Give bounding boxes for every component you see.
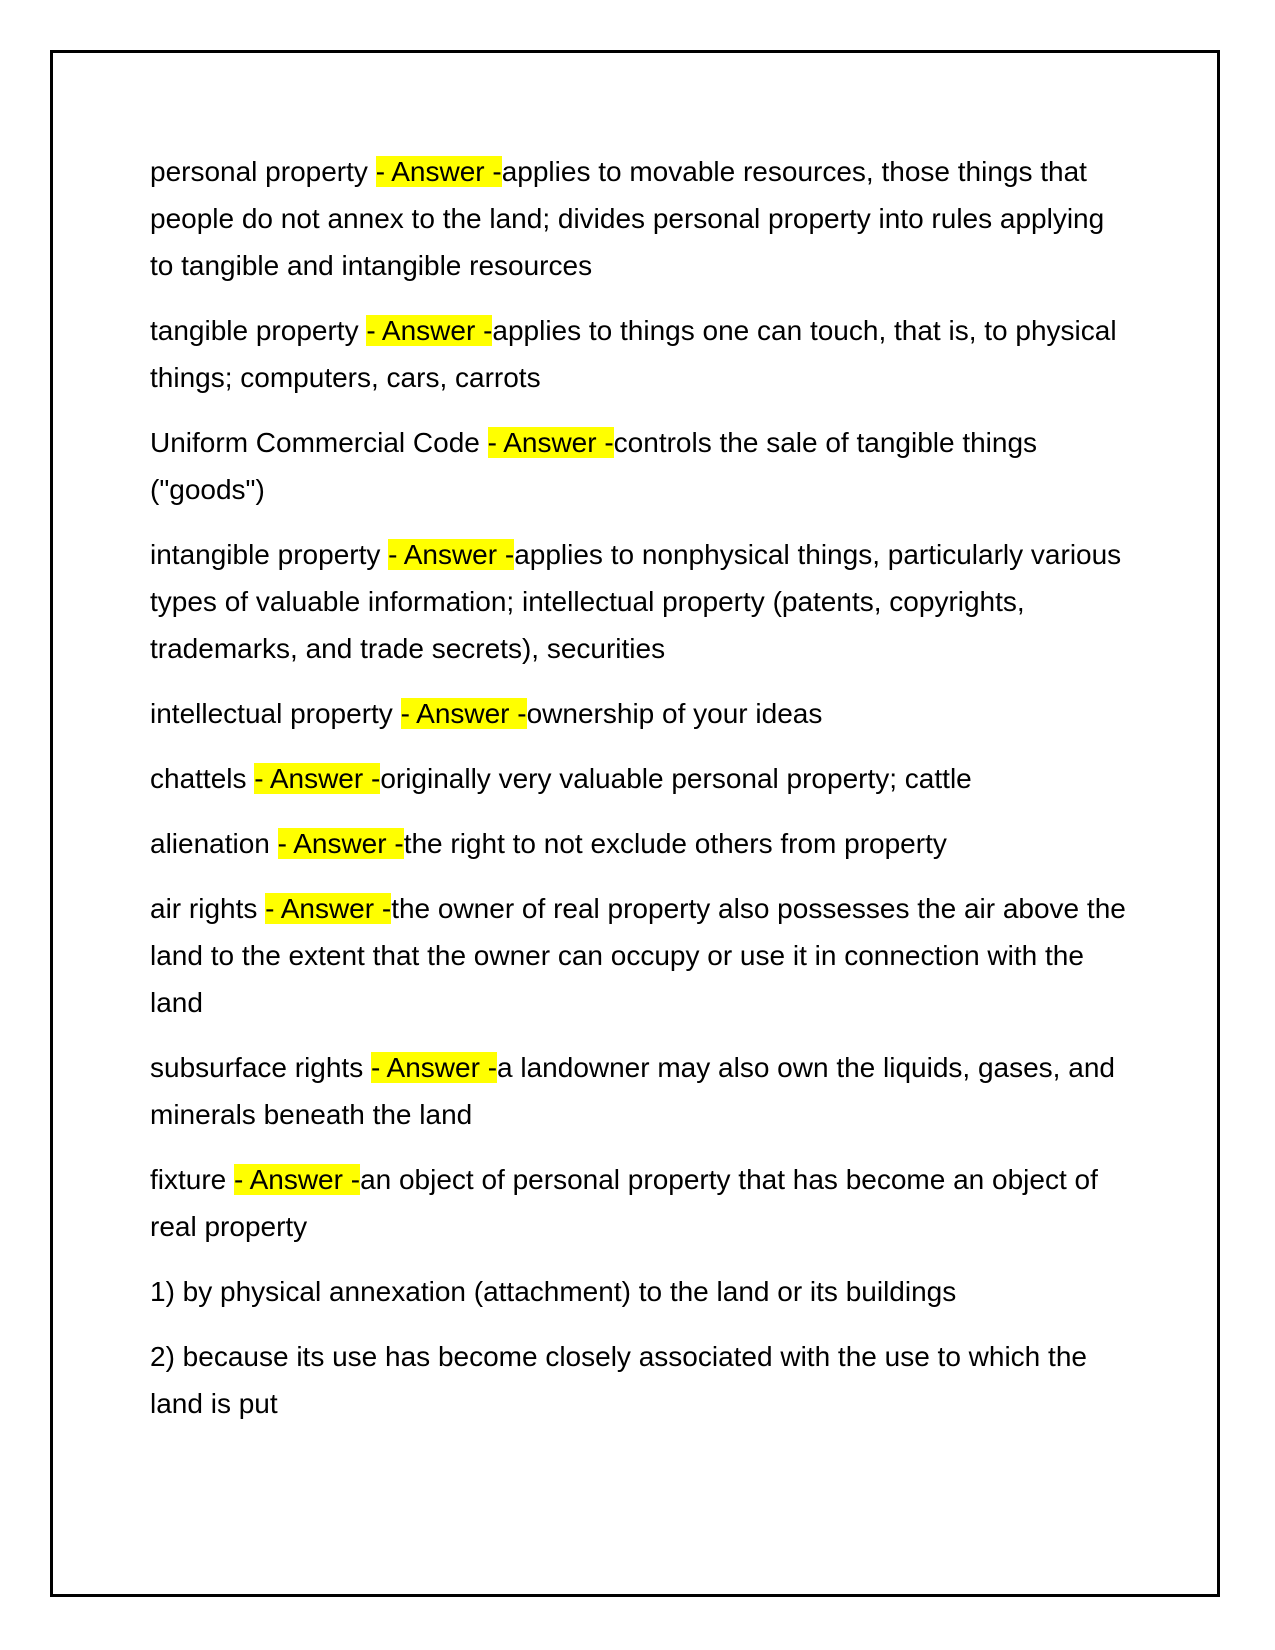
entry-term: air rights [150, 893, 266, 924]
entry-term: tangible property [150, 315, 367, 346]
answer-highlight: - Answer - [388, 539, 515, 570]
entry-term: chattels [150, 763, 255, 794]
entry-definition: applies to nonphysical things, particularly various types of valuable information; intellectual property (patents, copyrights, trademarks, and trade secrets), securities [150, 539, 1122, 664]
answer-highlight: - Answer - [254, 763, 381, 794]
entry-term: personal property [150, 156, 376, 187]
entry-intangible-property [150, 531, 1130, 672]
answer-highlight: - Answer - [375, 156, 502, 187]
entry-alienation [150, 820, 1130, 867]
entry-uniform-commercial-code [150, 419, 1130, 513]
note-physical-annexation: 1) by physical annexation (attachment) to the land or its buildings [150, 1276, 957, 1307]
entry-intellectual-property [150, 690, 1130, 737]
entry-definition: applies to movable resources, those things that people do not annex to the land; divides personal property into rules applying to tangible and intangible resources [150, 156, 1105, 281]
entry-definition: the owner of real property also possesses the air above the land to the extent that the owner can occupy or use it in connection with the land [150, 893, 1126, 1018]
entry-term: intangible property [150, 539, 389, 570]
note-use-association: 2) because its use has become closely associated with the use to which the land is put [150, 1341, 1087, 1419]
entry-definition: a landowner may also own the liquids, gases, and minerals beneath the land [150, 1052, 1115, 1130]
entry-definition: the right to not exclude others from property [403, 828, 947, 859]
entry-fixture [150, 1156, 1130, 1250]
entry-personal-property [150, 148, 1130, 289]
answer-highlight: - Answer - [371, 1052, 498, 1083]
answer-highlight: - Answer - [487, 427, 614, 458]
entry-definition: controls the sale of tangible things ("goods") [150, 427, 1038, 505]
entry-chattels [150, 755, 1130, 802]
document-body [150, 148, 1130, 1445]
entry-term: fixture [150, 1164, 235, 1195]
answer-highlight: - Answer - [234, 1164, 361, 1195]
answer-highlight: - Answer - [366, 315, 493, 346]
entry-term: intellectual property [150, 698, 401, 729]
entry-tangible-property [150, 307, 1130, 401]
entry-definition: ownership of your ideas [526, 698, 823, 729]
answer-highlight: - Answer - [265, 893, 392, 924]
entry-definition: applies to things one can touch, that is, to physical things; computers, cars, carrots [150, 315, 1117, 393]
answer-highlight: - Answer - [400, 698, 527, 729]
entry-subsurface-rights [150, 1044, 1130, 1138]
answer-highlight: - Answer - [277, 828, 404, 859]
entry-air-rights [150, 885, 1130, 1026]
entry-definition: an object of personal property that has become an object of real property [150, 1164, 1098, 1242]
entry-term: subsurface rights [150, 1052, 371, 1083]
entry-term: Uniform Commercial Code [150, 427, 488, 458]
entry-definition: originally very valuable personal property; cattle [380, 763, 972, 794]
entry-term: alienation [150, 828, 278, 859]
